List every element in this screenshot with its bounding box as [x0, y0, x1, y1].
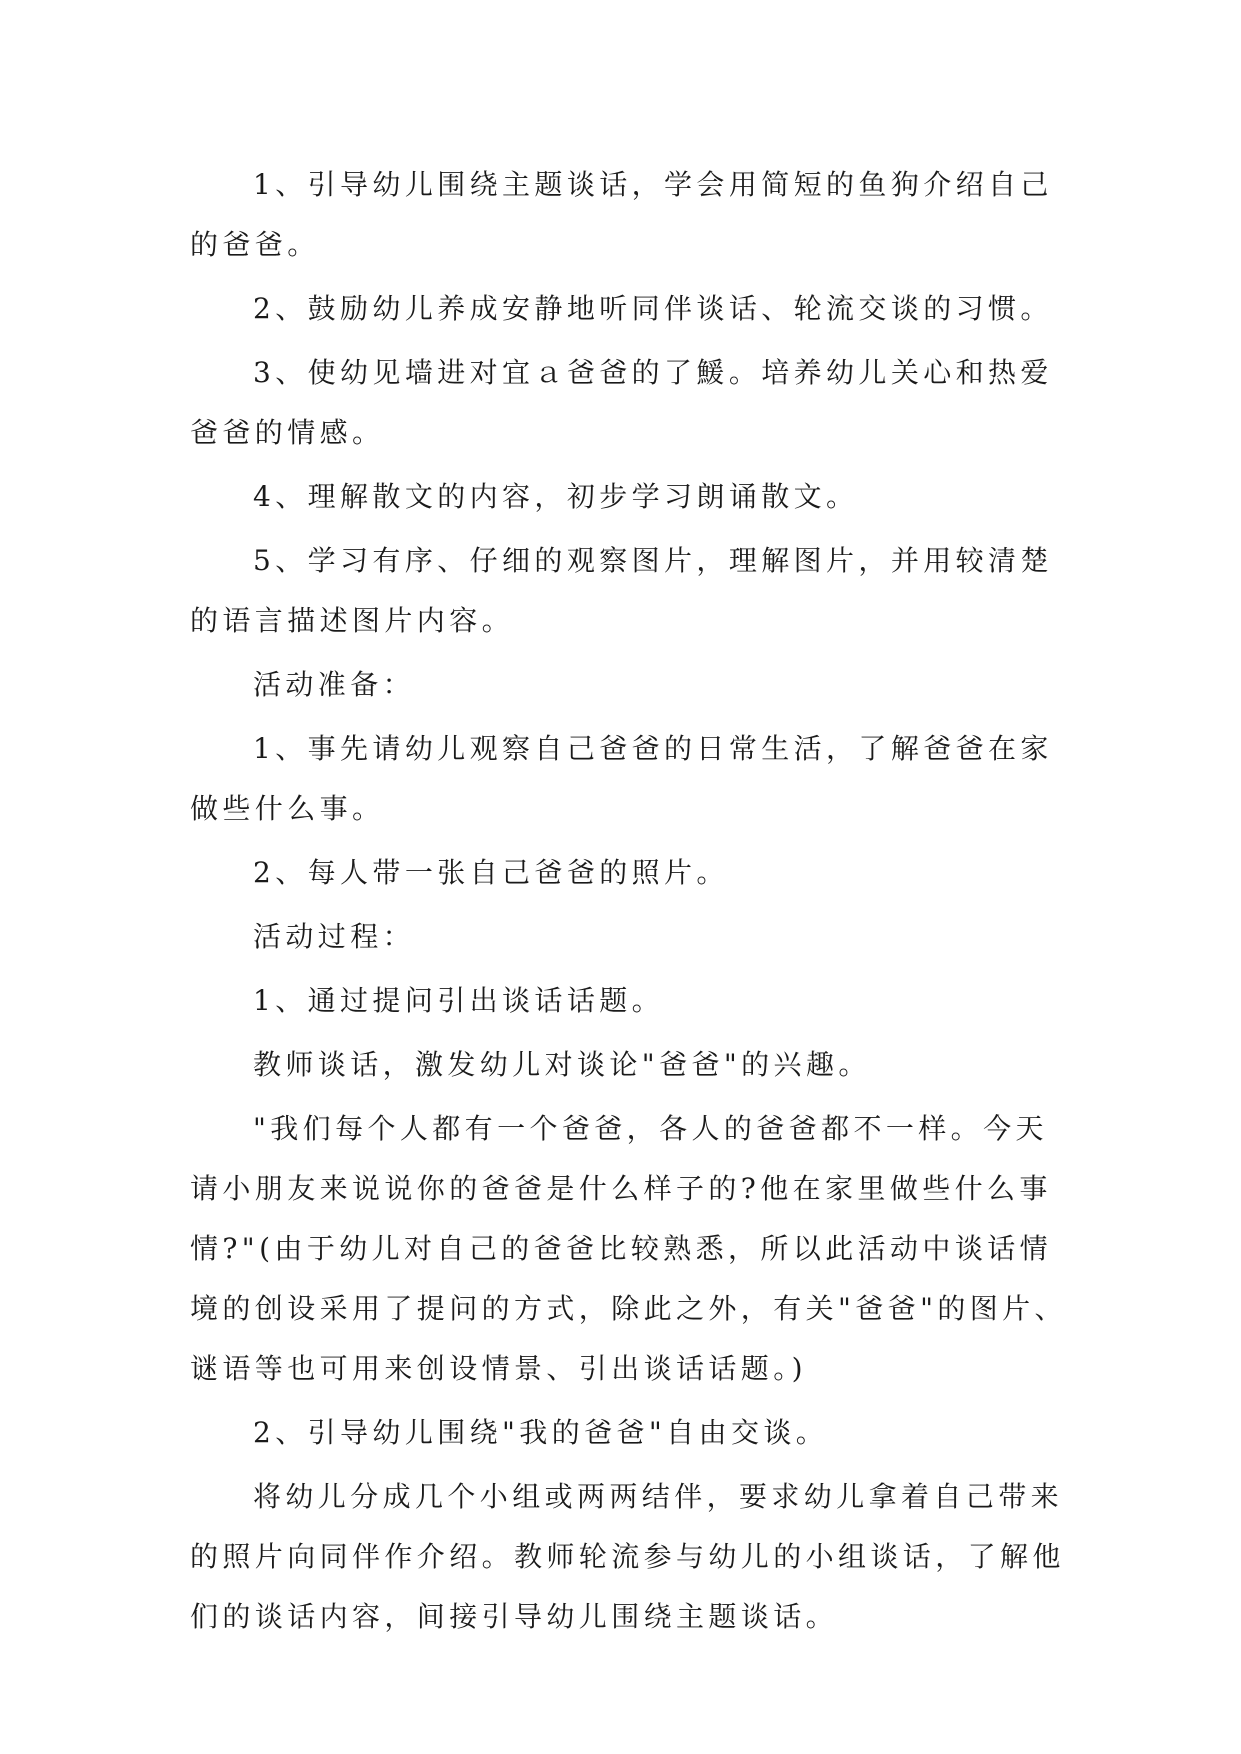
- paragraph-goal-3: 3、使幼见墙进对宜ａ爸爸的了鰀。培养幼儿关心和热爱爸爸的情感。: [190, 356, 1053, 449]
- paragraph-goal-5: 5、学习有序、仔细的观察图片，理解图片，并用较清楚的语言描述图片内容。: [190, 544, 1053, 637]
- paragraph-quote: "我们每个人都有一个爸爸，各人的爸爸都不一样。今天请小朋友来说说你的爸爸是什么样子的?他在家里做些什么事情?"(由于幼儿对自己的爸爸比较熟悉，所以此活动中谈话情境的创设采用了提问的方式，除此之外，有关"爸爸"的图片、谜语等也可用来创设情景、引出谈话话题。): [190, 1112, 1067, 1385]
- paragraph-teacher-talk: 教师谈话，激发幼儿对谈论"爸爸"的兴趣。: [253, 1048, 871, 1081]
- paragraph-process-1: 1、通过提问引出谈话话题。: [253, 984, 665, 1017]
- paragraph-preparation-1: 1、事先请幼儿观察自己爸爸的日常生活，了解爸爸在家做些什么事。: [190, 732, 1053, 825]
- document-body: [190, 155, 1070, 1647]
- paragraph-preparation-2: 2、每人带一张自己爸爸的照片。: [253, 856, 729, 889]
- paragraph-goal-4: 4、理解散文的内容，初步学习朗诵散文。: [253, 480, 859, 513]
- paragraph-grouping: 将幼儿分成几个小组或两两结伴，要求幼儿拿着自己带来的照片向同伴作介绍。教师轮流参与幼儿的小组谈话，了解他们的谈话内容，间接引导幼儿围绕主题谈话。: [190, 1480, 1065, 1633]
- section-heading-preparation: 活动准备：: [253, 668, 416, 701]
- paragraph-process-2: 2、引导幼儿围绕"我的爸爸"自由交谈。: [253, 1416, 829, 1449]
- section-heading-process: 活动过程：: [253, 920, 416, 953]
- paragraph-goal-1: 1、引导幼儿围绕主题谈话，学会用简短的鱼狗介绍自己的爸爸。: [190, 168, 1053, 261]
- paragraph-goal-2: 2、鼓励幼儿养成安静地听同伴谈话、轮流交谈的习惯。: [253, 292, 1053, 325]
